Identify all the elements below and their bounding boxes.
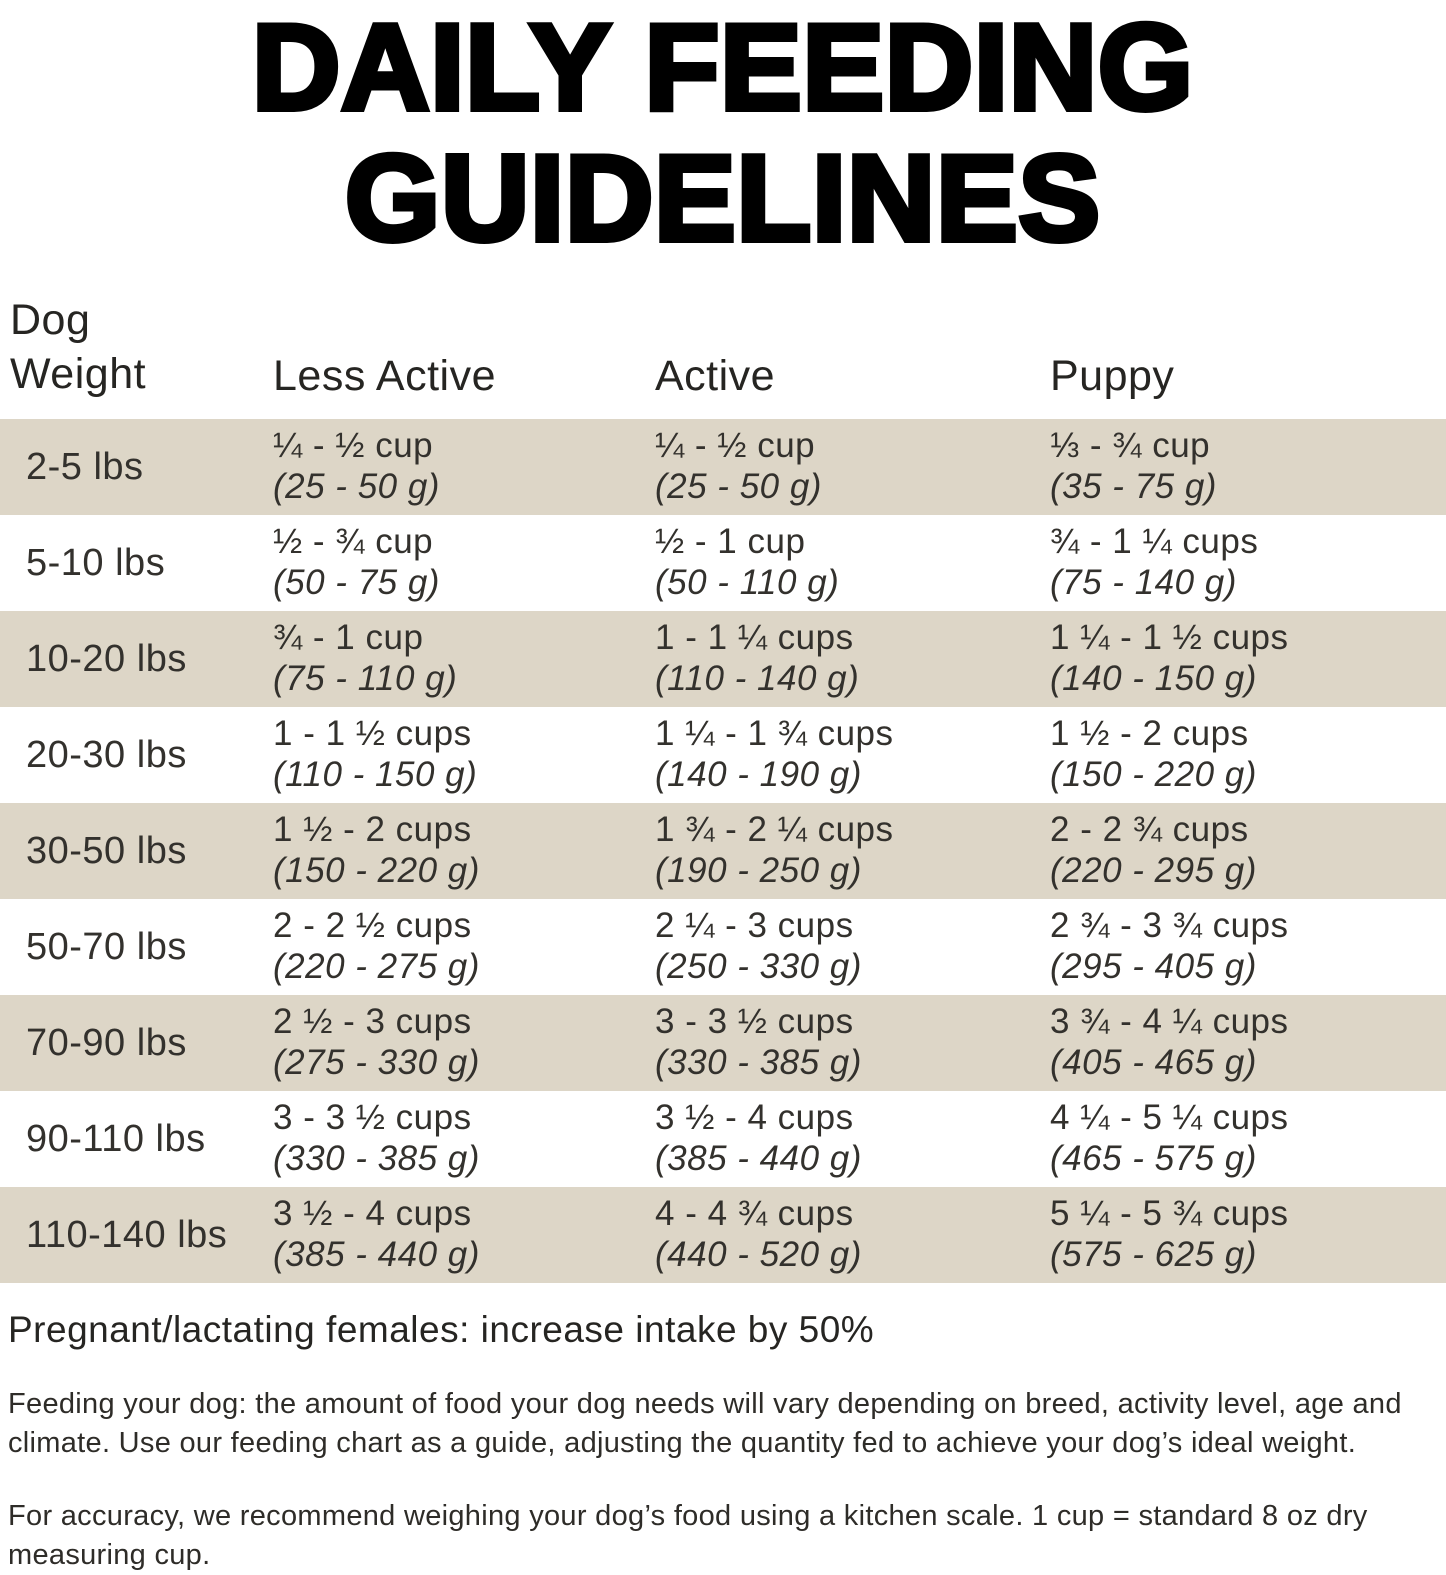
cups-amount: 2 - 2 ½ cups [273, 906, 472, 946]
grams-amount: (575 - 625 g) [1050, 1235, 1257, 1275]
active-cell [655, 995, 1050, 1091]
page-title-line2: GUIDELINES [345, 129, 1101, 266]
cups-amount: 1 ¼ - 1 ¾ cups [655, 714, 894, 754]
cups-amount: ½ - 1 cup [655, 522, 806, 562]
table-row [0, 803, 1446, 899]
cups-amount: 2 - 2 ¾ cups [1050, 810, 1249, 850]
cups-amount: 2 ¾ - 3 ¾ cups [1050, 906, 1289, 946]
cups-amount: 1 ½ - 2 cups [273, 810, 472, 850]
puppy-cell [1050, 1091, 1446, 1187]
grams-amount: (140 - 190 g) [655, 755, 862, 795]
cups-amount: 1 ½ - 2 cups [1050, 714, 1249, 754]
puppy-cell [1050, 707, 1446, 803]
less-active-cell [273, 899, 655, 995]
grams-amount: (250 - 330 g) [655, 947, 862, 987]
grams-amount: (75 - 140 g) [1050, 563, 1237, 603]
weight-cell: 30-50 lbs [26, 829, 187, 872]
cups-amount: 3 ½ - 4 cups [273, 1194, 472, 1234]
less-active-cell [273, 995, 655, 1091]
cups-amount: 1 - 1 ½ cups [273, 714, 472, 754]
table-row [0, 707, 1446, 803]
active-cell [655, 707, 1050, 803]
weight-cell: 110-140 lbs [26, 1213, 228, 1256]
grams-amount: (25 - 50 g) [655, 467, 822, 507]
cups-amount: 2 ¼ - 3 cups [655, 906, 854, 946]
less-active-cell [273, 515, 655, 611]
cups-amount: ¾ - 1 cup [273, 618, 424, 658]
weight-cell: 90-110 lbs [26, 1117, 206, 1160]
puppy-cell [1050, 419, 1446, 515]
cups-amount: ⅓ - ¾ cup [1050, 426, 1211, 466]
puppy-cell [1050, 899, 1446, 995]
grams-amount: (25 - 50 g) [273, 467, 440, 507]
cups-amount: 4 ¼ - 5 ¼ cups [1050, 1098, 1289, 1138]
grams-amount: (190 - 250 g) [655, 851, 862, 891]
grams-amount: (140 - 150 g) [1050, 659, 1257, 699]
table-row [0, 611, 1446, 707]
cups-amount: ¼ - ½ cup [655, 426, 816, 466]
less-active-cell [273, 1187, 655, 1283]
active-cell [655, 899, 1050, 995]
cups-amount: ¾ - 1 ¼ cups [1050, 522, 1259, 562]
grams-amount: (330 - 385 g) [273, 1139, 480, 1179]
less-active-cell [273, 611, 655, 707]
cups-amount: 2 ½ - 3 cups [273, 1002, 472, 1042]
grams-amount: (465 - 575 g) [1050, 1139, 1257, 1179]
grams-amount: (75 - 110 g) [273, 659, 458, 699]
grams-amount: (275 - 330 g) [273, 1043, 480, 1083]
weight-cell: 70-90 lbs [26, 1021, 187, 1064]
grams-amount: (220 - 275 g) [273, 947, 480, 987]
cups-amount: 3 ¾ - 4 ¼ cups [1050, 1002, 1289, 1042]
grams-amount: (220 - 295 g) [1050, 851, 1257, 891]
table-row [0, 1091, 1446, 1187]
cups-amount: ¼ - ½ cup [273, 426, 434, 466]
grams-amount: (110 - 150 g) [273, 755, 478, 795]
grams-amount: (295 - 405 g) [1050, 947, 1257, 987]
header-dog-weight-line2: Weight [10, 349, 147, 398]
active-cell [655, 1091, 1050, 1187]
header-less-active: Less Active [273, 352, 496, 401]
cups-amount: 1 ¼ - 1 ½ cups [1050, 618, 1289, 658]
header-puppy: Puppy [1050, 352, 1175, 401]
grams-amount: (50 - 110 g) [655, 563, 840, 603]
active-cell [655, 611, 1050, 707]
cups-amount: 3 ½ - 4 cups [655, 1098, 854, 1138]
table-row [0, 899, 1446, 995]
puppy-cell [1050, 611, 1446, 707]
grams-amount: (35 - 75 g) [1050, 467, 1217, 507]
active-cell [655, 1187, 1050, 1283]
grams-amount: (330 - 385 g) [655, 1043, 862, 1083]
grams-amount: (50 - 75 g) [273, 563, 440, 603]
active-cell [655, 419, 1050, 515]
weight-cell: 2-5 lbs [26, 445, 144, 488]
table-row [0, 995, 1446, 1091]
less-active-cell [273, 419, 655, 515]
feeding-table-body [0, 419, 1446, 1283]
header-active: Active [655, 352, 776, 401]
grams-amount: (385 - 440 g) [273, 1235, 480, 1275]
grams-amount: (150 - 220 g) [273, 851, 480, 891]
cups-amount: 3 - 3 ½ cups [655, 1002, 854, 1042]
cups-amount: 1 - 1 ¼ cups [655, 618, 854, 658]
puppy-cell [1050, 803, 1446, 899]
page-title [0, 0, 1446, 266]
table-row [0, 515, 1446, 611]
weight-cell: 5-10 lbs [26, 541, 166, 584]
feeding-table [0, 291, 1446, 1283]
less-active-cell [273, 1091, 655, 1187]
less-active-cell [273, 803, 655, 899]
weight-cell: 10-20 lbs [26, 637, 187, 680]
table-row [0, 1187, 1446, 1283]
puppy-cell [1050, 1187, 1446, 1283]
page-title-line1: DAILY FEEDING [252, 0, 1194, 135]
header-dog-weight [0, 291, 273, 419]
puppy-cell [1050, 515, 1446, 611]
cups-amount: 5 ¼ - 5 ¾ cups [1050, 1194, 1289, 1234]
cups-amount: 3 - 3 ½ cups [273, 1098, 472, 1138]
less-active-cell [273, 707, 655, 803]
header-dog-weight-line1: Dog [10, 295, 91, 344]
grams-amount: (440 - 520 g) [655, 1235, 862, 1275]
header-row [0, 291, 1446, 419]
pregnant-lactating-note: Pregnant/lactating females: increase intake by 50% [8, 1309, 875, 1351]
grams-amount: (110 - 140 g) [655, 659, 860, 699]
accuracy-note: For accuracy, we recommend weighing your dog’s food using a kitchen scale. 1 cup = standard 8 oz dry measuring cup. [8, 1499, 1368, 1571]
cups-amount: 1 ¾ - 2 ¼ cups [655, 810, 894, 850]
weight-cell: 50-70 lbs [26, 925, 187, 968]
cups-amount: ½ - ¾ cup [273, 522, 434, 562]
feeding-advice-note: Feeding your dog: the amount of food your dog needs will vary depending on breed, activity level, age and climate. Use our feeding chart as a guide, adjusting the quantity fed to achieve your dog’s ideal weight. [8, 1388, 1402, 1459]
puppy-cell [1050, 995, 1446, 1091]
active-cell [655, 803, 1050, 899]
grams-amount: (405 - 465 g) [1050, 1043, 1257, 1083]
table-row [0, 419, 1446, 515]
active-cell [655, 515, 1050, 611]
grams-amount: (385 - 440 g) [655, 1139, 862, 1179]
grams-amount: (150 - 220 g) [1050, 755, 1257, 795]
cups-amount: 4 - 4 ¾ cups [655, 1194, 854, 1234]
weight-cell: 20-30 lbs [26, 733, 187, 776]
